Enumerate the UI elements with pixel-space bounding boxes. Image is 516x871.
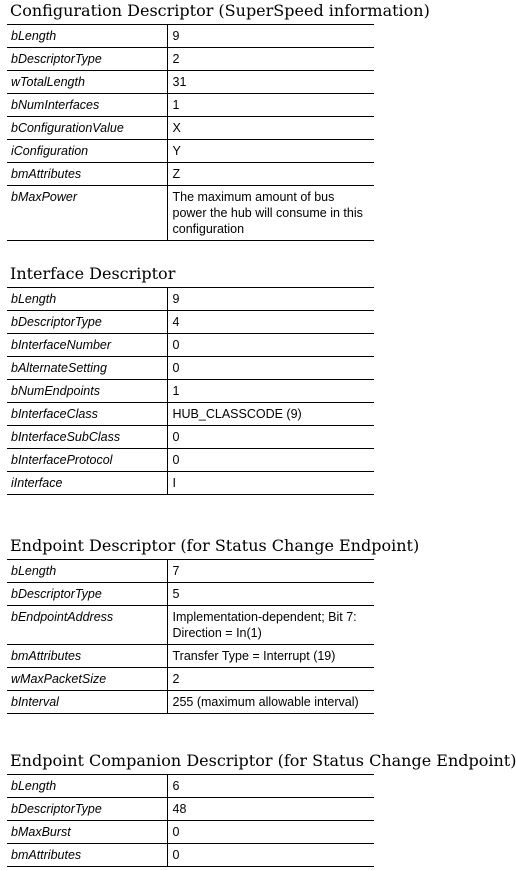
field-value: 48 [167, 798, 374, 821]
table-row [7, 844, 374, 867]
field-name: bEndpointAddress [7, 606, 167, 645]
field-name: bLength [7, 25, 167, 48]
field-name: bDescriptorType [7, 48, 167, 71]
table-row [7, 163, 374, 186]
table-row [7, 288, 374, 311]
field-value: 0 [167, 357, 374, 380]
field-name: bLength [7, 775, 167, 798]
field-value: 2 [167, 48, 374, 71]
field-value: 7 [167, 560, 374, 583]
table-row [7, 94, 374, 117]
field-value: The maximum amount of bus power the hub will consume in this configuration [167, 186, 374, 241]
field-name: bInterfaceNumber [7, 334, 167, 357]
table-row [7, 357, 374, 380]
field-value: 255 (maximum allowable interval) [167, 691, 374, 714]
table-row [7, 403, 374, 426]
field-name: bNumEndpoints [7, 380, 167, 403]
field-name: bmAttributes [7, 645, 167, 668]
field-value: 0 [167, 844, 374, 867]
field-value: 31 [167, 71, 374, 94]
table-row [7, 186, 374, 241]
endpoint-companion-descriptor-title: Endpoint Companion Descriptor (for Status Change Endpoint) [10, 751, 516, 770]
field-name: iInterface [7, 472, 167, 495]
table-row [7, 140, 374, 163]
field-value: 1 [167, 380, 374, 403]
field-name: bLength [7, 288, 167, 311]
field-name: wMaxPacketSize [7, 668, 167, 691]
field-name: bAlternateSetting [7, 357, 167, 380]
table-row [7, 798, 374, 821]
interface-descriptor-title: Interface Descriptor [10, 264, 176, 283]
table-row [7, 449, 374, 472]
field-value: 0 [167, 821, 374, 844]
table-row [7, 472, 374, 495]
table-row [7, 583, 374, 606]
field-value: Transfer Type = Interrupt (19) [167, 645, 374, 668]
field-name: bMaxPower [7, 186, 167, 241]
field-value: 6 [167, 775, 374, 798]
endpoint-companion-descriptor-table [7, 774, 374, 867]
table-row [7, 426, 374, 449]
field-value: 9 [167, 288, 374, 311]
field-name: iConfiguration [7, 140, 167, 163]
field-value: 9 [167, 25, 374, 48]
configuration-descriptor-table [7, 24, 374, 241]
table-row [7, 311, 374, 334]
field-value: 0 [167, 449, 374, 472]
field-name: wTotalLength [7, 71, 167, 94]
field-value: I [167, 472, 374, 495]
field-value: Implementation-dependent; Bit 7: Direction = In(1) [167, 606, 374, 645]
table-row [7, 117, 374, 140]
field-value: X [167, 117, 374, 140]
table-row [7, 775, 374, 798]
field-value: Z [167, 163, 374, 186]
field-name: bInterval [7, 691, 167, 714]
field-name: bNumInterfaces [7, 94, 167, 117]
field-value: 0 [167, 334, 374, 357]
table-row [7, 668, 374, 691]
endpoint-descriptor-title: Endpoint Descriptor (for Status Change Endpoint) [10, 536, 420, 555]
field-value: 4 [167, 311, 374, 334]
table-row [7, 380, 374, 403]
table-row [7, 334, 374, 357]
field-name: bConfigurationValue [7, 117, 167, 140]
field-name: bDescriptorType [7, 311, 167, 334]
field-name: bInterfaceSubClass [7, 426, 167, 449]
field-name: bmAttributes [7, 844, 167, 867]
table-row [7, 560, 374, 583]
interface-descriptor-table [7, 287, 374, 495]
field-name: bMaxBurst [7, 821, 167, 844]
field-value: 2 [167, 668, 374, 691]
field-value: 1 [167, 94, 374, 117]
endpoint-descriptor-table [7, 559, 374, 714]
field-name: bDescriptorType [7, 583, 167, 606]
field-value: 5 [167, 583, 374, 606]
field-value: HUB_CLASSCODE (9) [167, 403, 374, 426]
field-name: bInterfaceClass [7, 403, 167, 426]
configuration-descriptor-title: Configuration Descriptor (SuperSpeed information) [10, 1, 430, 20]
field-value: 0 [167, 426, 374, 449]
table-row [7, 48, 374, 71]
table-row [7, 821, 374, 844]
table-row [7, 606, 374, 645]
field-name: bmAttributes [7, 163, 167, 186]
field-name: bInterfaceProtocol [7, 449, 167, 472]
table-row [7, 645, 374, 668]
table-row [7, 71, 374, 94]
field-name: bLength [7, 560, 167, 583]
field-value: Y [167, 140, 374, 163]
table-row [7, 25, 374, 48]
field-name: bDescriptorType [7, 798, 167, 821]
table-row [7, 691, 374, 714]
